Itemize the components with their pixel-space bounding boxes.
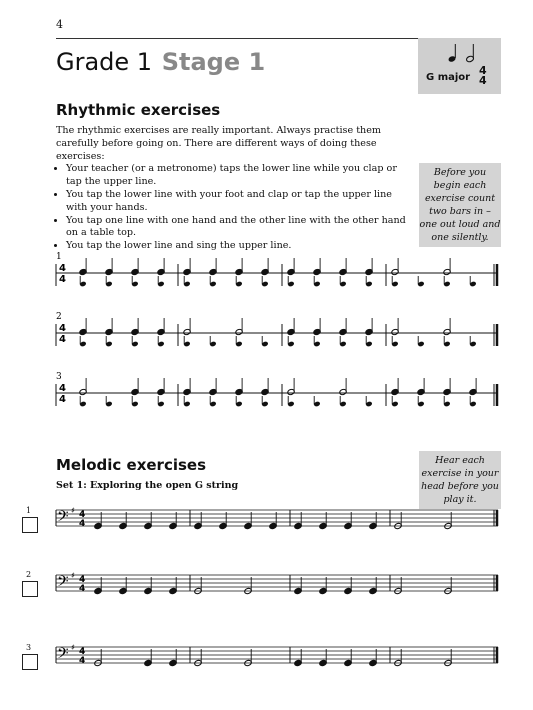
rhythmic-tip-box: Before you begin each exercise count two bars in – one out loud and one silently. <box>419 163 501 247</box>
rhythm-exercise-2 <box>56 318 498 347</box>
rhythm-exercise-1 <box>56 258 498 287</box>
time-signature-bottom: 4 <box>59 334 66 345</box>
exercise-number: 2 <box>56 312 62 322</box>
bullet-item: • You tap one line with one hand and the other line with the other hand on a table top. <box>66 215 406 241</box>
key-ts-top: 4 <box>479 64 487 77</box>
time-signature-top: 4 <box>79 510 86 520</box>
checkbox-number: 3 <box>26 643 32 652</box>
bullet-item: • Your teacher (or a metronome) taps the lower line while you clap or tap the upper line. <box>66 163 406 189</box>
time-signature-bottom: 4 <box>59 274 66 285</box>
time-signature-top: 4 <box>59 383 66 394</box>
intro-paragraph: The rhythmic exercises are really important. Always practise them carefully before going on. There are different ways of doing these exercises: <box>56 125 382 162</box>
time-signature-bottom: 4 <box>59 394 66 405</box>
melodic-staff-2 <box>56 575 498 595</box>
exercise-number: 1 <box>56 252 62 262</box>
title-grade: Grade 1 <box>56 48 153 76</box>
key-signature-sharp-icon: ♯ <box>71 643 75 652</box>
bass-clef-icon: 𝄢 <box>57 573 69 594</box>
page-number: 4 <box>56 18 63 31</box>
set-title: Set 1: Exploring the open G string <box>56 480 239 491</box>
melodic-tip-box: Hear each exercise in your head before you play it. <box>419 451 501 509</box>
bullet-item: • You tap the lower line with your foot and clap or tap the upper line with your hands. <box>66 189 406 215</box>
time-signature-top: 4 <box>59 323 66 334</box>
checkbox-number: 2 <box>26 570 32 579</box>
bullet-item: • You tap the lower line and sing the upper line. <box>66 240 406 253</box>
melodic-staff-3 <box>56 647 498 667</box>
bass-clef-icon: 𝄢 <box>57 508 69 529</box>
melodic-staff-1 <box>56 510 498 530</box>
title-stage: Stage 1 <box>161 48 266 76</box>
time-signature-bottom: 4 <box>79 656 86 666</box>
exercise-number: 3 <box>56 372 62 382</box>
time-signature-top: 4 <box>79 647 86 657</box>
rhythmic-heading: Rhythmic exercises <box>56 101 221 119</box>
time-signature-top: 4 <box>59 263 66 274</box>
key-ts-bottom: 4 <box>479 74 487 87</box>
time-signature-bottom: 4 <box>79 584 86 594</box>
key-label: G major <box>426 72 471 83</box>
bass-clef-icon: 𝄢 <box>57 645 69 666</box>
checkbox-number: 1 <box>26 506 32 515</box>
key-signature-sharp-icon: ♯ <box>71 571 75 580</box>
time-signature-bottom: 4 <box>79 519 86 529</box>
rhythm-exercise-3 <box>56 378 498 407</box>
melodic-heading: Melodic exercises <box>56 456 207 474</box>
key-signature-sharp-icon: ♯ <box>71 506 75 515</box>
time-signature-top: 4 <box>79 575 86 585</box>
